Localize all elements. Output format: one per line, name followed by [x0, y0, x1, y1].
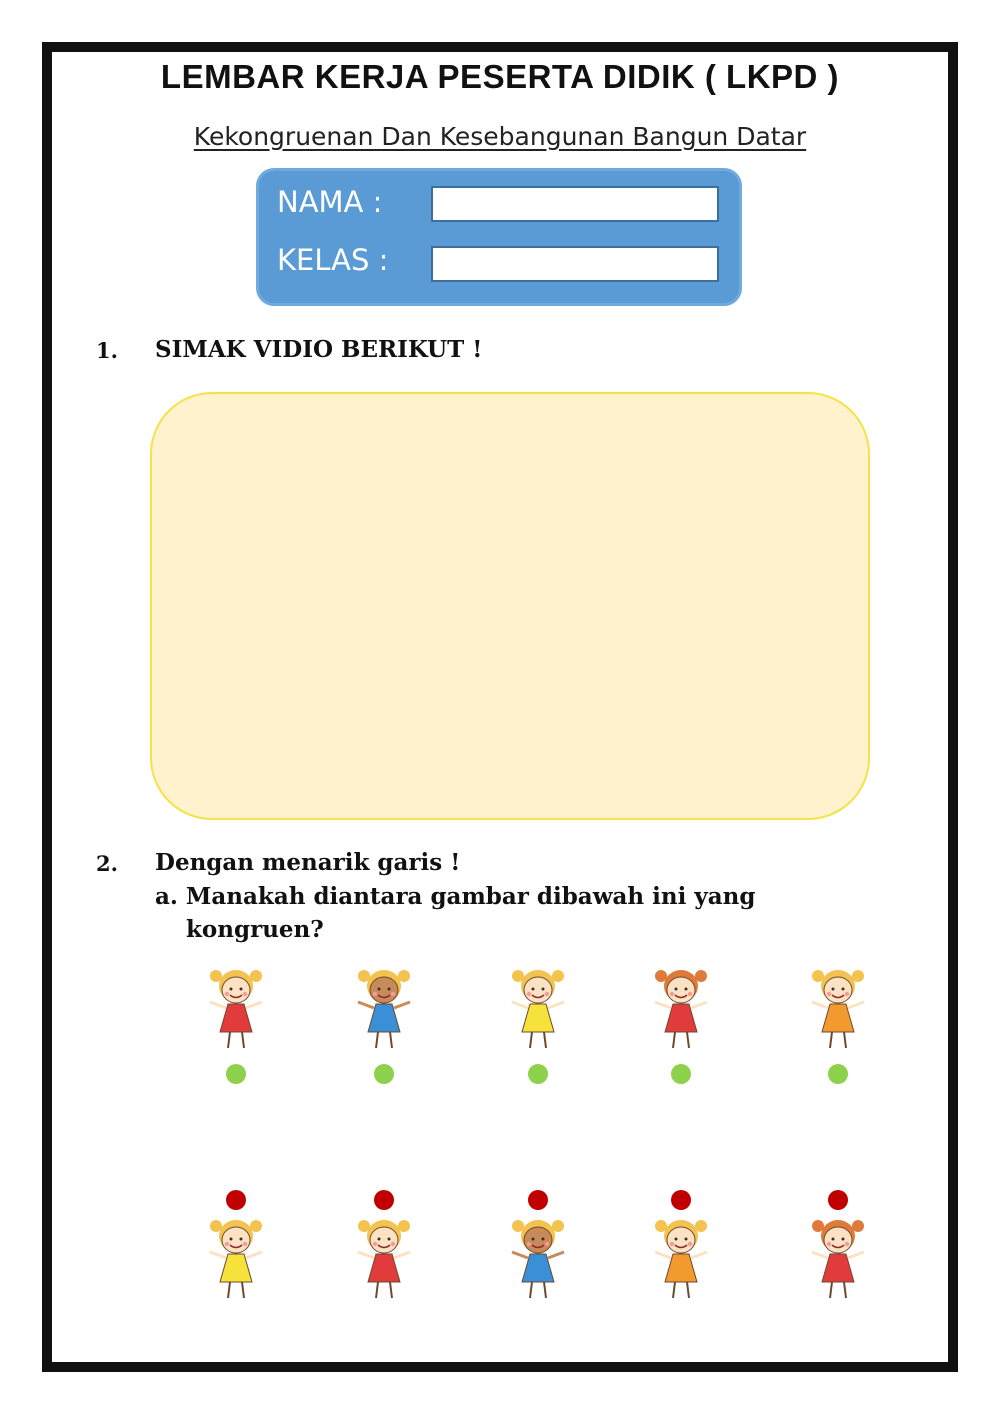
top-girl-red-dress-1 [196, 962, 276, 1054]
question-1-text: SIMAK VIDIO BERIKUT ! [155, 336, 483, 363]
bottom-match-dot-4[interactable] [671, 1190, 691, 1210]
bottom-girl-red-dress-2 [344, 1212, 424, 1304]
bottom-girl-blue-dress-3 [498, 1212, 578, 1304]
top-match-dot-1[interactable] [226, 1064, 246, 1084]
video-placeholder[interactable] [150, 392, 870, 820]
top-girl-blue-dress-2 [344, 962, 424, 1054]
top-girl-yellow-dress-3 [498, 962, 578, 1054]
question-2-text: Dengan menarik garis ! [155, 849, 461, 876]
identity-box [256, 168, 742, 306]
name-field[interactable] [431, 186, 719, 222]
bottom-match-dot-2[interactable] [374, 1190, 394, 1210]
class-label: KELAS : [277, 243, 389, 277]
page-subtitle: Kekongruenan Dan Kesebangunan Bangun Datar [193, 122, 807, 151]
name-label: NAMA : [277, 185, 383, 219]
top-girl-orange-dress-5 [798, 962, 878, 1054]
question-2a-line2: kongruen? [186, 916, 324, 943]
bottom-match-dot-3[interactable] [528, 1190, 548, 1210]
class-field[interactable] [431, 246, 719, 282]
bottom-match-dot-5[interactable] [828, 1190, 848, 1210]
bottom-girl-red-dress-ginger-5 [798, 1212, 878, 1304]
page-title: LEMBAR KERJA PESERTA DIDIK ( LKPD ) [160, 58, 840, 95]
question-2a-line1: a. Manakah diantara gambar dibawah ini yang [155, 883, 756, 910]
bottom-girl-yellow-dress-1 [196, 1212, 276, 1304]
top-match-dot-2[interactable] [374, 1064, 394, 1084]
top-girl-red-dress-ginger-4 [641, 962, 721, 1054]
question-1-number: 1. [96, 338, 118, 363]
top-match-dot-4[interactable] [671, 1064, 691, 1084]
bottom-girl-orange-dress-4 [641, 1212, 721, 1304]
question-2-number: 2. [96, 851, 118, 876]
top-match-dot-5[interactable] [828, 1064, 848, 1084]
top-match-dot-3[interactable] [528, 1064, 548, 1084]
bottom-match-dot-1[interactable] [226, 1190, 246, 1210]
